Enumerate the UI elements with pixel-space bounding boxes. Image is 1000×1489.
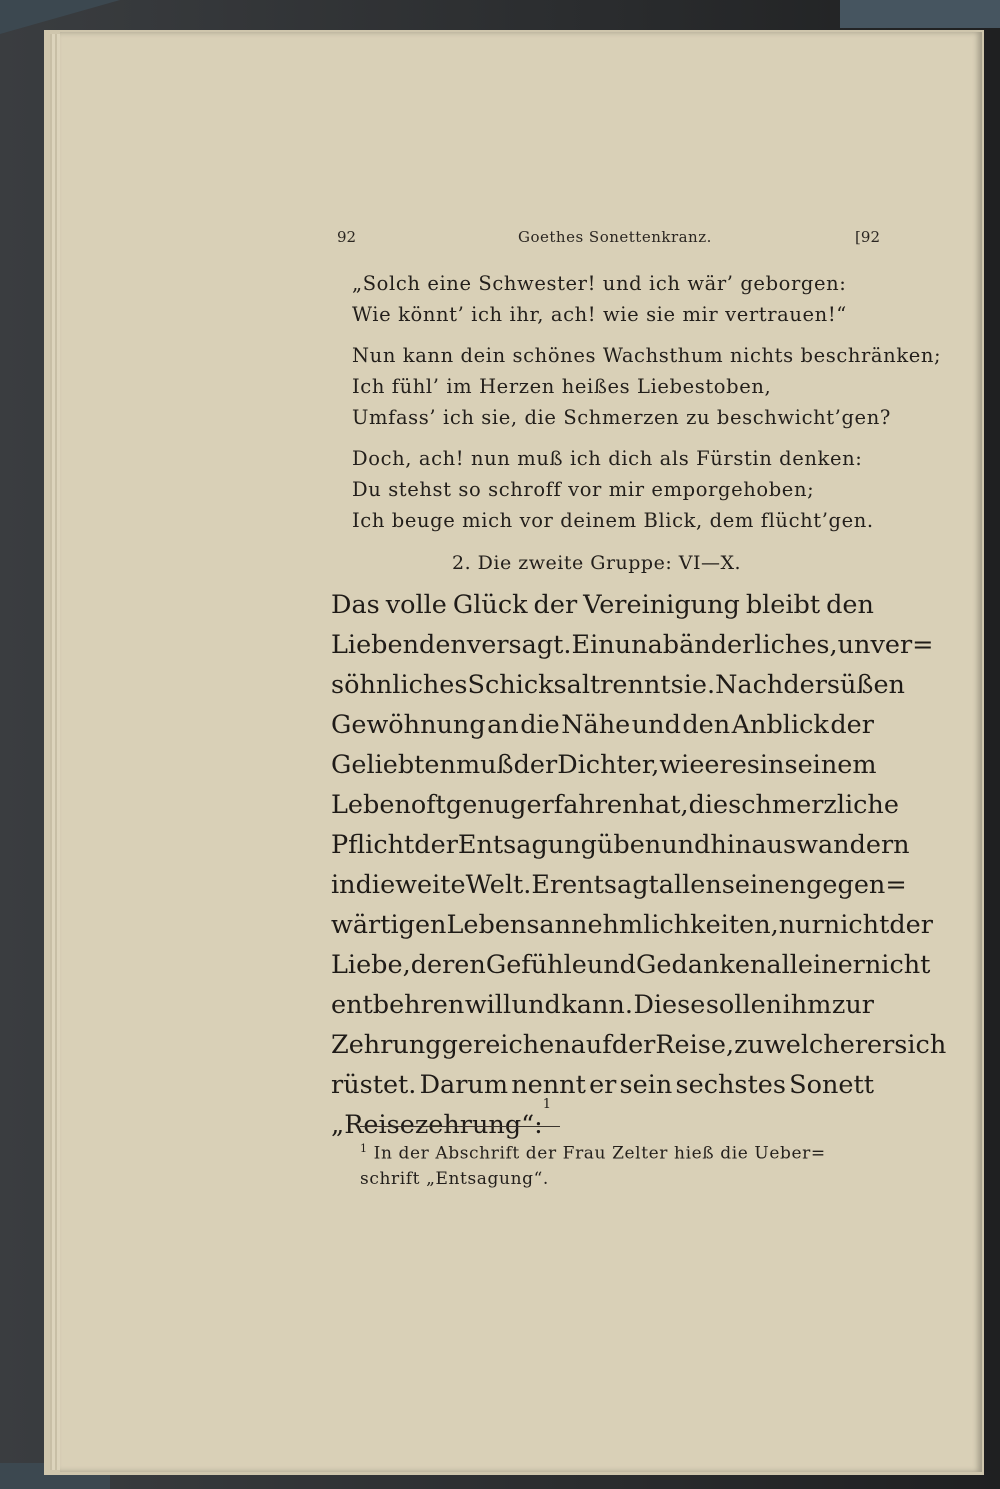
body-word: der (611, 1030, 656, 1060)
body-word: zu (734, 1030, 764, 1060)
poem (352, 268, 942, 536)
body-word: es (731, 750, 760, 780)
body-word: die (355, 870, 396, 900)
body-word: gereichen (441, 1030, 571, 1060)
body-word: Anblick (731, 710, 829, 740)
body-word: Gewöhnung (331, 710, 486, 740)
body-word: nennt (511, 1070, 586, 1100)
body-word: zur (831, 990, 874, 1020)
body-word: oft (410, 790, 446, 820)
body-word: Lebensannehmlichkeiten, (446, 910, 779, 940)
body-word: ihm (782, 990, 832, 1020)
body-line (331, 705, 874, 745)
footnote-reference: 1 (542, 1097, 552, 1112)
poem-line: Nun kann dein schönes Wachsthum nichts beschränken; (352, 344, 942, 367)
body-word: wie (659, 750, 705, 780)
body-line (331, 945, 931, 985)
body-line (331, 1025, 947, 1065)
body-word: Schicksal (467, 670, 590, 700)
body-word: Liebe, (331, 950, 411, 980)
body-word: Gefühle (485, 950, 587, 980)
body-word: den (826, 590, 874, 620)
body-word: welcher (763, 1030, 868, 1060)
body-word: volle (385, 590, 447, 620)
body-word: Geliebten (331, 750, 456, 780)
body-word: deren (410, 950, 486, 980)
body-word: der (889, 910, 933, 940)
footnote-mark: 1 (360, 1142, 368, 1155)
body-word: auf (570, 1030, 612, 1060)
body-word: hinauswandern (710, 830, 910, 860)
body-word: Vereinigung (583, 590, 740, 620)
body-word: Nähe (561, 710, 631, 740)
poem-line: Wie könnt’ ich ihr, ach! wie sie mir vertrauen!“ (352, 303, 847, 326)
body-word: genug (445, 790, 527, 820)
body-word: er (867, 1030, 895, 1060)
body-line (331, 625, 934, 665)
body-word: der (414, 830, 458, 860)
body-word: die (520, 710, 560, 740)
body-word: unabänderliches, (614, 630, 838, 660)
body-word: und (631, 710, 681, 740)
body-word: nicht (823, 910, 890, 940)
body-word: seinem (784, 750, 877, 780)
body-word: die (688, 790, 729, 820)
body-word: Nach (715, 670, 784, 700)
body-word: gegen= (806, 870, 907, 900)
body-line (331, 865, 907, 905)
body-paragraph (331, 585, 947, 1145)
body-word: sechstes (675, 1070, 786, 1100)
page-number-left: 92 (337, 228, 357, 246)
body-word: Das (331, 590, 380, 620)
body-line (331, 585, 874, 625)
body-word: er (837, 950, 865, 980)
body-word: kann. (561, 990, 633, 1020)
body-word: trennt (590, 670, 671, 700)
body-word: Ein (571, 630, 615, 660)
body-word: seinen (721, 870, 807, 900)
section-title: 2. Die zweite Gruppe: VI—X. (452, 552, 742, 574)
footnote-text: In der Abschrift der Frau Zelter hieß die Ueber= (373, 1143, 826, 1164)
body-word: Leben (331, 790, 411, 820)
body-word: der (783, 670, 827, 700)
body-word: schmerzliche (728, 790, 899, 820)
poem-line: Ich beuge mich vor deinem Blick, dem flücht’gen. (352, 509, 874, 532)
body-line (331, 825, 910, 865)
running-title: Goethes Sonettenkranz. (518, 228, 712, 246)
body-word: Dichter, (557, 750, 660, 780)
body-word: erfahren (526, 790, 639, 820)
body-word: in (759, 750, 785, 780)
page-number-right: [92 (855, 228, 880, 246)
body-word: „Reisezehrung“: (331, 1110, 543, 1140)
body-word: Zehrung (331, 1030, 442, 1060)
body-word: der (513, 750, 558, 780)
footnote-line: schrift „Entsagung“. (360, 1169, 549, 1189)
poem-line: Umfass’ ich sie, die Schmerzen zu beschwicht’gen? (352, 406, 891, 429)
body-word: hat, (638, 790, 689, 820)
body-word: wärtigen (331, 910, 447, 940)
poem-line: Du stehst so schroff vor mir emporgehoben; (352, 478, 815, 501)
body-word: in (331, 870, 356, 900)
body-word: sie. (670, 670, 716, 700)
body-word: der (533, 590, 578, 620)
body-word: sein (619, 1070, 673, 1100)
body-word: allein (766, 950, 838, 980)
body-word: Pflicht (331, 830, 415, 860)
footnote (360, 1134, 880, 1194)
body-word: an (487, 710, 519, 740)
body-line (331, 665, 905, 705)
poem-line: „Solch eine Schwester! und ich wär’ geborgen: (352, 272, 847, 295)
poem-line: Doch, ach! nun muß ich dich als Fürstin denken: (352, 447, 863, 470)
body-word: süßen (826, 670, 905, 700)
body-word: Er (531, 870, 563, 900)
body-line (331, 985, 874, 1025)
body-word: den (682, 710, 731, 740)
body-word: und (586, 950, 636, 980)
body-word: Diese (633, 990, 706, 1020)
body-word: Darum (419, 1070, 509, 1100)
body-word: sollen (705, 990, 783, 1020)
body-word: entsagt (562, 870, 659, 900)
body-word: er (589, 1070, 617, 1100)
body-word: unver= (837, 630, 934, 660)
body-word: weite (395, 870, 466, 900)
body-line (331, 1065, 874, 1105)
body-word: Entsagung (457, 830, 597, 860)
body-line (331, 905, 933, 945)
body-word: söhnliches (331, 670, 468, 700)
page-header (330, 228, 880, 252)
body-word: der (830, 710, 874, 740)
body-word: rüstet. (331, 1070, 417, 1100)
body-word: üben (596, 830, 662, 860)
body-word: nicht (864, 950, 931, 980)
body-word: Glück (452, 590, 528, 620)
body-word: und (661, 830, 711, 860)
body-word: er (704, 750, 732, 780)
body-word: Liebenden (331, 630, 467, 660)
footnote-line (360, 1134, 880, 1164)
body-word: entbehren (331, 990, 465, 1020)
body-word: Reise, (655, 1030, 735, 1060)
body-word: allen (658, 870, 722, 900)
cover-corner-top-right (840, 0, 1000, 28)
body-word: und (511, 990, 561, 1020)
body-word: versagt. (466, 630, 572, 660)
body-word: Sonett (789, 1070, 874, 1100)
body-word: Welt. (465, 870, 532, 900)
body-word: bleibt (745, 590, 821, 620)
body-word: Gedanken (636, 950, 767, 980)
body-word: sich (894, 1030, 947, 1060)
body-word: muß (455, 750, 514, 780)
body-word: will (464, 990, 512, 1020)
body-line (331, 745, 877, 785)
body-line (331, 785, 899, 825)
footnote-rule (360, 1126, 560, 1127)
poem-line: Ich fühl’ im Herzen heißes Liebestoben, (352, 375, 772, 398)
body-word: nur (778, 910, 824, 940)
